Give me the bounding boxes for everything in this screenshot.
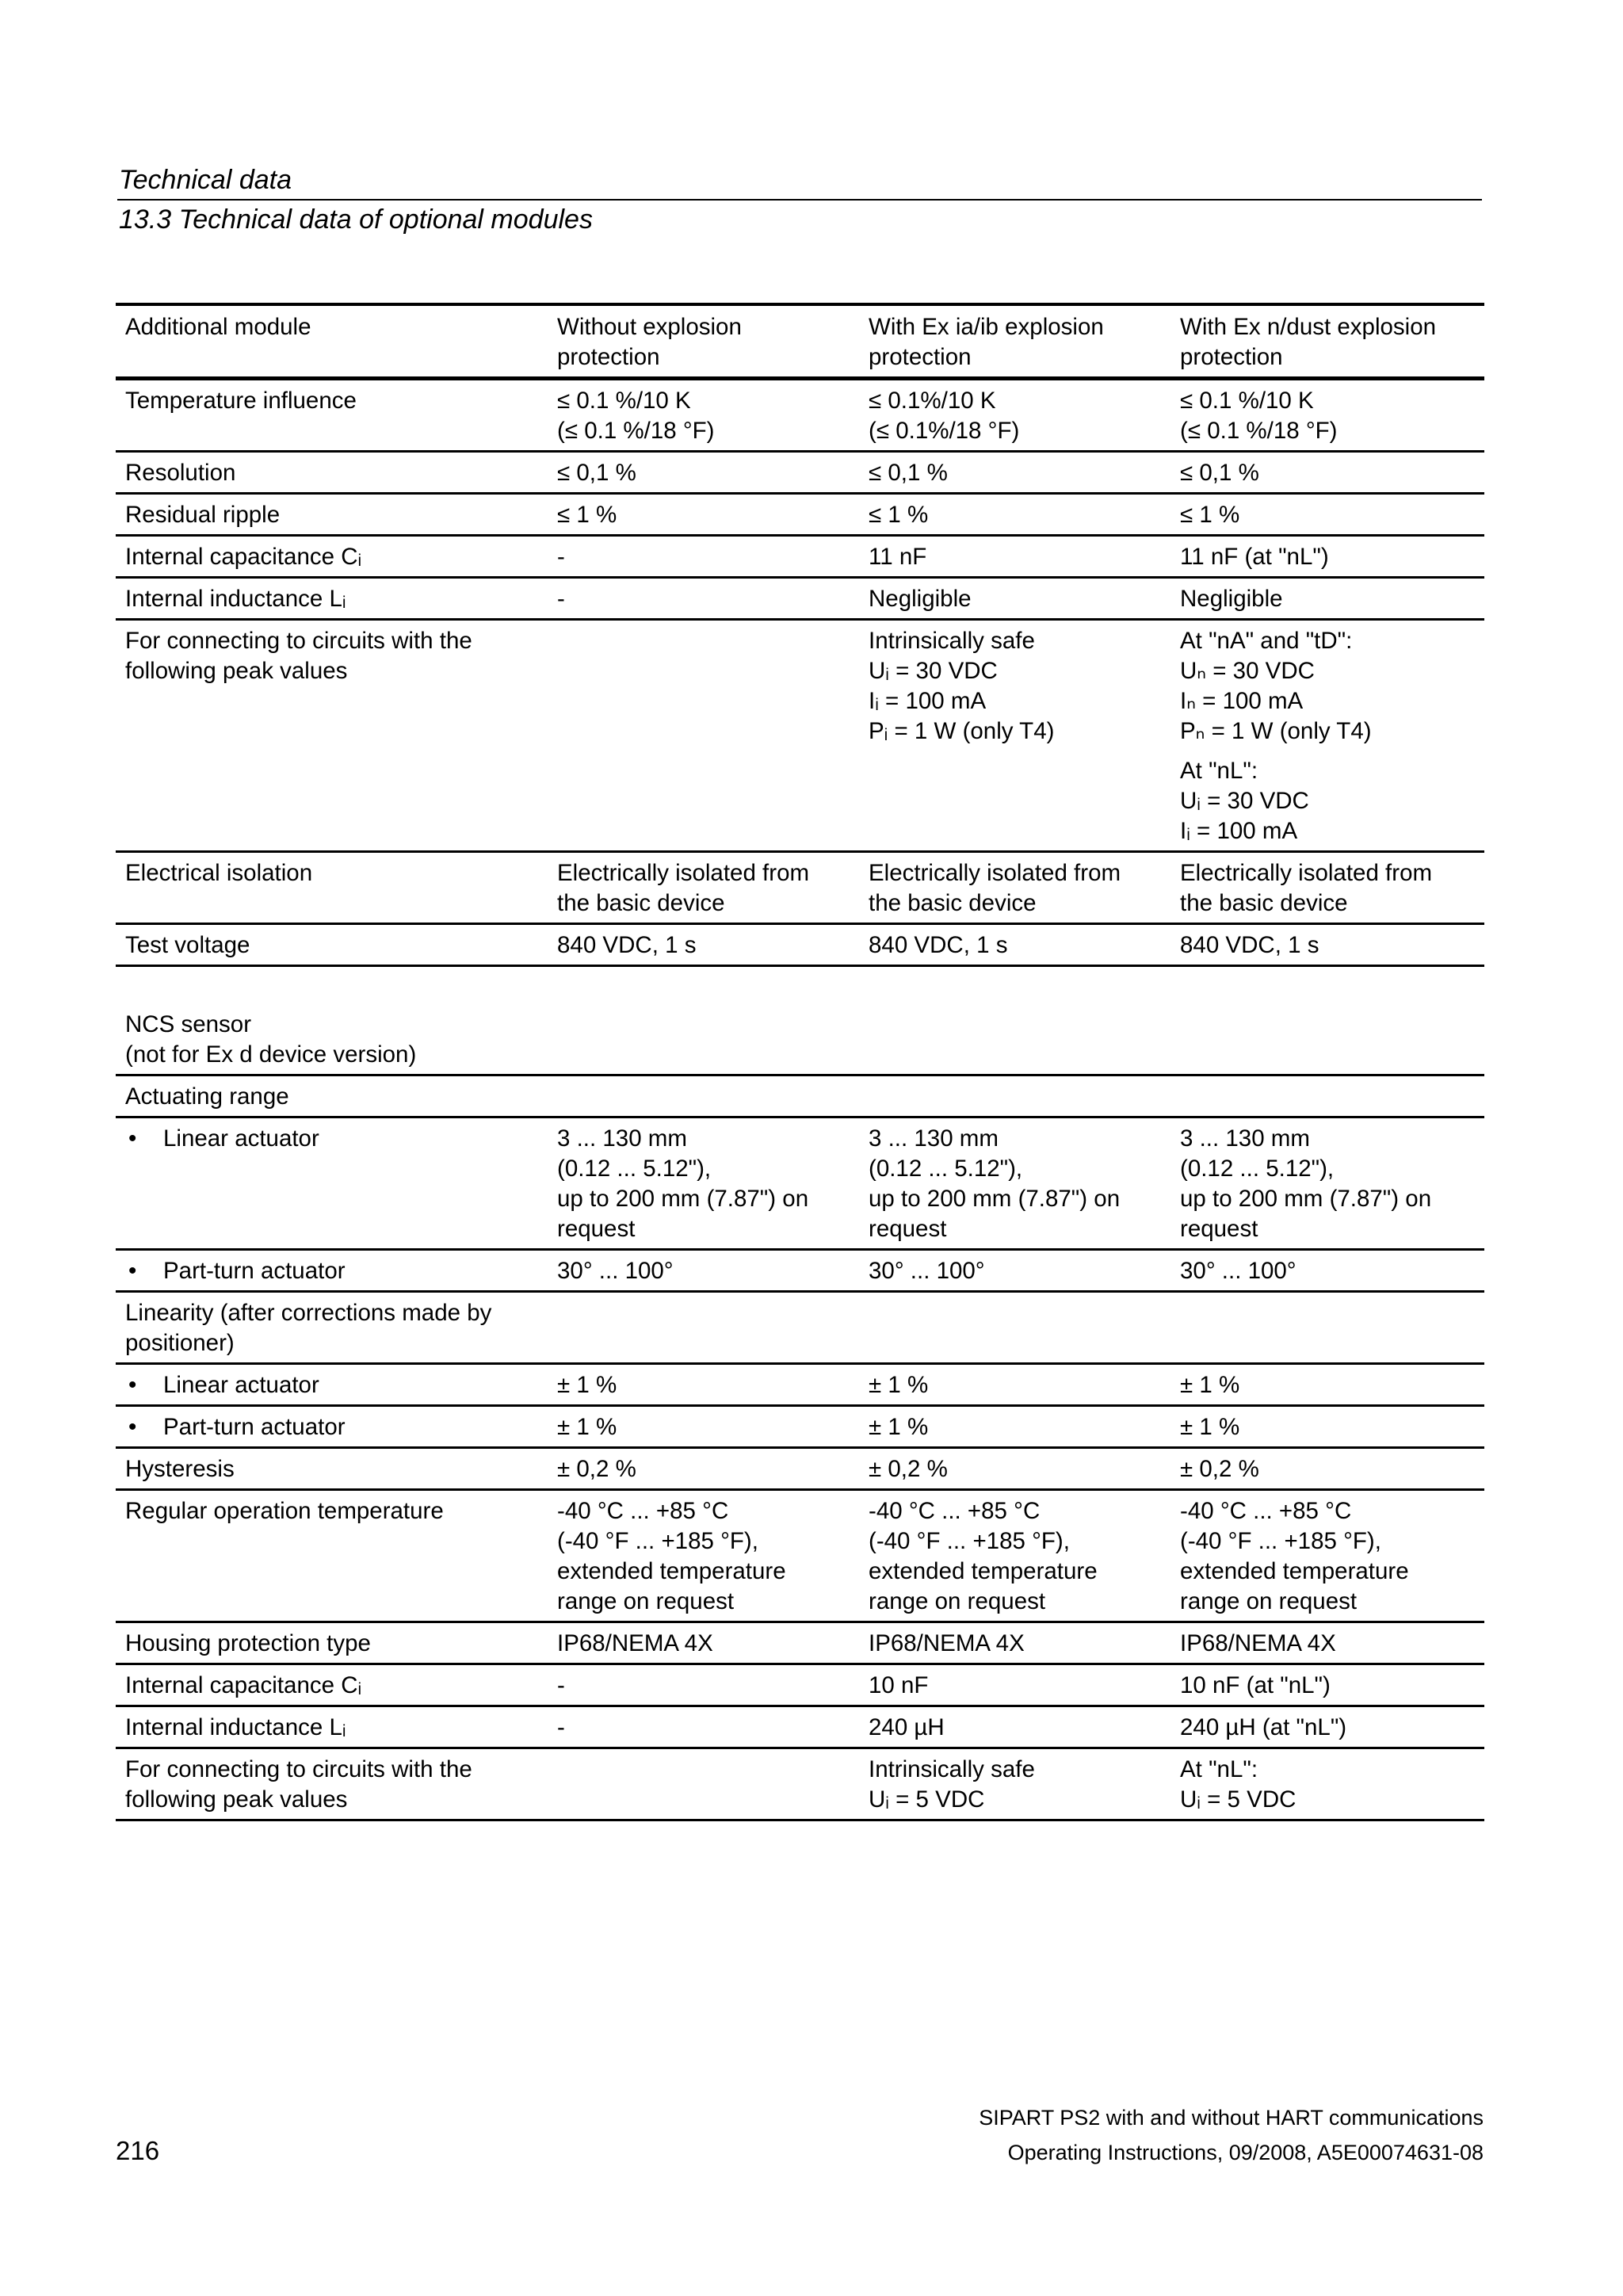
value-ex-ia-ib (859, 1117, 1170, 1250)
cell-line: Resolution (125, 460, 236, 486)
cell-line: ≤ 0,1 % (1180, 460, 1259, 486)
value-ex-n-dust (1170, 1075, 1484, 1117)
cell-line: - (557, 586, 565, 612)
header-line: Additional module (125, 314, 311, 340)
value-ex-n-dust (1170, 1117, 1484, 1250)
cell-line: Electrically isolated from (1180, 860, 1433, 886)
cell-line: 840 VDC, 1 s (869, 932, 1008, 958)
cell-line: (0.12 ... 5.12"), (557, 1156, 712, 1182)
cell-line: • Linear actuator (163, 1372, 319, 1398)
cell-line: positioner) (125, 1330, 235, 1356)
row-label (116, 1292, 548, 1364)
value-no-ex (548, 1250, 859, 1292)
value-ex-n-dust (1170, 1748, 1484, 1820)
row-label (116, 1748, 548, 1820)
cell-line: request (1180, 1216, 1258, 1242)
cell-line: ≤ 1 % (869, 502, 929, 528)
value-no-ex (548, 1622, 859, 1664)
cell-line: - (557, 1672, 565, 1698)
cell-line: ≤ 0.1 %/10 K (557, 388, 691, 414)
row-label (116, 1706, 548, 1748)
cell-line: range on request (1180, 1588, 1358, 1614)
cell-line: For connecting to circuits with the (125, 1756, 472, 1782)
table-row (116, 1075, 1484, 1117)
row-label (116, 852, 548, 924)
value-ex-ia-ib (859, 1664, 1170, 1706)
row-label (116, 494, 548, 536)
row-label (116, 1075, 548, 1117)
cell-line: Internal capacitance Cᵢ (125, 544, 362, 570)
cell-line: 3 ... 130 mm (557, 1125, 687, 1152)
cell-line: For connecting to circuits with the (125, 628, 472, 654)
cell-line: following peak values (125, 1786, 348, 1813)
row-label (116, 1448, 548, 1490)
table-row (116, 1490, 1484, 1622)
cell-line: Internal inductance Lᵢ (125, 586, 346, 612)
cell-line: (0.12 ... 5.12"), (869, 1156, 1023, 1182)
value-ex-ia-ib (859, 1622, 1170, 1664)
bullet-item (125, 1256, 540, 1286)
value-ex-ia-ib (859, 852, 1170, 924)
cell-line: request (869, 1216, 947, 1242)
cell-line: ≤ 0.1 %/10 K (1180, 388, 1314, 414)
row-label (116, 1490, 548, 1622)
bullet-item (125, 1412, 540, 1442)
value-ex-ia-ib (859, 1292, 1170, 1364)
cell-line: Actuating range (125, 1083, 289, 1110)
cell-line: - (557, 1714, 565, 1740)
value-ex-ia-ib (859, 578, 1170, 620)
cell-line: (0.12 ... 5.12"), (1180, 1156, 1335, 1182)
value-no-ex (548, 1364, 859, 1406)
table-row (116, 852, 1484, 924)
table-row (116, 379, 1484, 452)
table-row (116, 1748, 1484, 1820)
cell-line: 10 nF (at "nL") (1180, 1672, 1331, 1698)
table-row (116, 578, 1484, 620)
cell-line: Iₙ = 100 mA (1180, 688, 1304, 714)
cell-line: Electrical isolation (125, 860, 313, 886)
cell-line: Electrically isolated from (869, 860, 1121, 886)
table-row (116, 536, 1484, 578)
table-row (116, 1292, 1484, 1364)
cell-line: extended temperature (557, 1558, 786, 1584)
chapter-title: Technical data (119, 165, 292, 195)
value-ex-ia-ib (859, 1706, 1170, 1748)
cell-line: Intrinsically safe (869, 1756, 1035, 1782)
footer-info (979, 2100, 1484, 2170)
value-ex-ia-ib (859, 494, 1170, 536)
cell-line: IP68/NEMA 4X (557, 1630, 713, 1656)
value-ex-ia-ib (859, 924, 1170, 966)
cell-line: ± 1 % (557, 1414, 617, 1440)
cell-line: ≤ 1 % (1180, 502, 1240, 528)
cell-line: Hysteresis (125, 1456, 235, 1482)
value-ex-n-dust (1170, 1622, 1484, 1664)
table-row (116, 1364, 1484, 1406)
cell-line: Internal capacitance Cᵢ (125, 1672, 362, 1698)
value-ex-n-dust (1170, 620, 1484, 852)
cell-line: (≤ 0.1 %/18 °F) (1180, 418, 1338, 444)
row-label (116, 379, 548, 452)
cell-line: ± 0,2 % (869, 1456, 948, 1482)
cell-line: ± 0,2 % (1180, 1456, 1259, 1482)
column-header (116, 304, 548, 379)
technical-data-table (116, 303, 1484, 1821)
value-no-ex (548, 1706, 859, 1748)
cell-line: 840 VDC, 1 s (557, 932, 697, 958)
cell-line: 30° ... 100° (869, 1258, 985, 1284)
value-ex-n-dust (1170, 379, 1484, 452)
value-ex-ia-ib (859, 379, 1170, 452)
value-ex-n-dust (1170, 452, 1484, 494)
cell-line: ≤ 0.1%/10 K (869, 388, 996, 414)
cell-line: request (557, 1216, 636, 1242)
value-no-ex (548, 1748, 859, 1820)
cell-line: 3 ... 130 mm (1180, 1125, 1310, 1152)
value-ex-ia-ib (859, 1075, 1170, 1117)
value-ex-ia-ib (859, 536, 1170, 578)
value-no-ex (548, 1490, 859, 1622)
cell-line: Internal inductance Lᵢ (125, 1714, 346, 1740)
row-label (116, 536, 548, 578)
cell-line: Negligible (869, 586, 972, 612)
cell-line: - (557, 544, 565, 570)
cell-line: • Linear actuator (163, 1125, 319, 1152)
bullet-item (125, 1370, 540, 1400)
header-line: With Ex n/dust explosion (1180, 314, 1437, 340)
row-label (116, 1622, 548, 1664)
row-label (116, 578, 548, 620)
cell-line: -40 °C ... +85 °C (557, 1498, 729, 1524)
page-header (117, 161, 1482, 239)
table-row (116, 620, 1484, 852)
header-line: Without explosion (557, 314, 742, 340)
value-ex-n-dust (1170, 1448, 1484, 1490)
cell-line: Electrically isolated from (557, 860, 810, 886)
cell-line: Uᵢ = 5 VDC (1180, 1786, 1296, 1813)
value-no-ex (548, 1075, 859, 1117)
footer-doc: Operating Instructions, 09/2008, A5E00074631-08 (1007, 2141, 1484, 2164)
value-ex-n-dust (1170, 494, 1484, 536)
cell-line: 240 µH (869, 1714, 945, 1740)
cell-line: At "nL": (1180, 1756, 1258, 1782)
cell-line: Test voltage (125, 932, 250, 958)
header-line: protection (869, 344, 972, 370)
header-line: With Ex ia/ib explosion (869, 314, 1104, 340)
value-no-ex (548, 924, 859, 966)
row-label (116, 1364, 548, 1406)
value-ex-n-dust (1170, 1292, 1484, 1364)
cell-line: Uₙ = 30 VDC (1180, 658, 1315, 684)
cell-line: range on request (557, 1588, 735, 1614)
row-label (116, 452, 548, 494)
cell-line: 30° ... 100° (1180, 1258, 1296, 1284)
column-header (1170, 304, 1484, 379)
cell-line: following peak values (125, 658, 348, 684)
cell-line: -40 °C ... +85 °C (1180, 1498, 1352, 1524)
cell-line: extended temperature (1180, 1558, 1409, 1584)
cell-line: Regular operation temperature (125, 1498, 444, 1524)
value-no-ex (548, 578, 859, 620)
table-row (116, 1448, 1484, 1490)
value-no-ex (548, 452, 859, 494)
cell-line: ± 1 % (1180, 1372, 1240, 1398)
cell-line: IP68/NEMA 4X (869, 1630, 1025, 1656)
table-row (116, 924, 1484, 966)
table-row (116, 1406, 1484, 1448)
header-line: protection (1180, 344, 1283, 370)
value-no-ex (548, 1117, 859, 1250)
column-header (859, 304, 1170, 379)
value-ex-n-dust (1170, 1406, 1484, 1448)
header-line: protection (557, 344, 660, 370)
cell-line: At "nL": (1180, 758, 1258, 784)
value-ex-n-dust (1170, 1706, 1484, 1748)
cell-line: (≤ 0.1 %/18 °F) (557, 418, 715, 444)
value-ex-n-dust (1170, 578, 1484, 620)
cell-line: ± 1 % (557, 1372, 617, 1398)
bullet-item (125, 1124, 540, 1154)
cell-line: • Part-turn actuator (163, 1414, 346, 1440)
cell-line: 3 ... 130 mm (869, 1125, 999, 1152)
cell-line: 11 nF (869, 544, 927, 570)
table-row (116, 452, 1484, 494)
cell-line: 840 VDC, 1 s (1180, 932, 1319, 958)
cell-line: Linearity (after corrections made by (125, 1300, 492, 1326)
cell-line: • Part-turn actuator (163, 1258, 346, 1284)
cell-line: -40 °C ... +85 °C (869, 1498, 1041, 1524)
ncs-section-title (116, 966, 1484, 1075)
value-ex-ia-ib (859, 1406, 1170, 1448)
cell-line: (-40 °F ... +185 °F), (1180, 1528, 1381, 1554)
ncs-note: (not for Ex d device version) (125, 1041, 417, 1068)
sub-block (1180, 756, 1476, 846)
value-ex-n-dust (1170, 536, 1484, 578)
cell-line: (-40 °F ... +185 °F), (869, 1528, 1070, 1554)
row-label (116, 1664, 548, 1706)
value-no-ex (548, 1292, 859, 1364)
value-ex-n-dust (1170, 1364, 1484, 1406)
value-ex-n-dust (1170, 1664, 1484, 1706)
cell-line: Pᵢ = 1 W (only T4) (869, 718, 1055, 744)
value-ex-ia-ib (859, 1364, 1170, 1406)
cell-line: At "nA" and "tD": (1180, 628, 1353, 654)
table-row (116, 1706, 1484, 1748)
cell-line: extended temperature (869, 1558, 1098, 1584)
cell-line: ± 1 % (869, 1372, 929, 1398)
table-row (116, 1117, 1484, 1250)
cell-line: Uᵢ = 30 VDC (1180, 788, 1309, 814)
row-label (116, 1117, 548, 1250)
cell-line: 10 nF (869, 1672, 929, 1698)
column-header (548, 304, 859, 379)
cell-line: ± 0,2 % (557, 1456, 636, 1482)
row-label (116, 620, 548, 852)
value-no-ex (548, 1406, 859, 1448)
value-ex-n-dust (1170, 1490, 1484, 1622)
table-header-row (116, 304, 1484, 379)
cell-line: 240 µH (at "nL") (1180, 1714, 1347, 1740)
cell-line: Intrinsically safe (869, 628, 1035, 654)
value-no-ex (548, 1448, 859, 1490)
cell-line: Uᵢ = 5 VDC (869, 1786, 985, 1813)
cell-line: ≤ 1 % (557, 502, 617, 528)
value-no-ex (548, 494, 859, 536)
cell-line: 11 nF (at "nL") (1180, 544, 1329, 570)
cell-line: range on request (869, 1588, 1046, 1614)
cell-line: Uᵢ = 30 VDC (869, 658, 998, 684)
value-no-ex (548, 536, 859, 578)
value-ex-n-dust (1170, 924, 1484, 966)
cell-line: Iᵢ = 100 mA (1180, 818, 1298, 844)
cell-line: ≤ 0,1 % (869, 460, 948, 486)
cell-line: up to 200 mm (7.87") on (1180, 1186, 1432, 1212)
cell-line: ± 1 % (1180, 1414, 1240, 1440)
table-row (116, 1622, 1484, 1664)
cell-line: ≤ 0,1 % (557, 460, 636, 486)
cell-line: the basic device (1180, 890, 1348, 916)
value-ex-ia-ib (859, 1448, 1170, 1490)
cell-line: Residual ripple (125, 502, 281, 528)
row-label (116, 924, 548, 966)
value-ex-n-dust (1170, 852, 1484, 924)
cell-line: the basic device (869, 890, 1037, 916)
cell-line: Iᵢ = 100 mA (869, 688, 987, 714)
ncs-section-row (116, 966, 1484, 1075)
value-ex-ia-ib (859, 1490, 1170, 1622)
ncs-title: NCS sensor (125, 1011, 252, 1037)
table-row (116, 1664, 1484, 1706)
cell-line: the basic device (557, 890, 725, 916)
row-label (116, 1250, 548, 1292)
cell-line: up to 200 mm (7.87") on (869, 1186, 1121, 1212)
cell-line: (≤ 0.1%/18 °F) (869, 418, 1020, 444)
cell-line: IP68/NEMA 4X (1180, 1630, 1336, 1656)
cell-line: Negligible (1180, 586, 1283, 612)
footer-product: SIPART PS2 with and without HART communications (979, 2106, 1484, 2130)
value-ex-ia-ib (859, 1250, 1170, 1292)
cell-line: ± 1 % (869, 1414, 929, 1440)
cell-line: (-40 °F ... +185 °F), (557, 1528, 758, 1554)
cell-line: 30° ... 100° (557, 1258, 674, 1284)
cell-line: Temperature influence (125, 388, 357, 414)
value-no-ex (548, 852, 859, 924)
value-ex-ia-ib (859, 620, 1170, 852)
cell-line: Pₙ = 1 W (only T4) (1180, 718, 1372, 744)
value-no-ex (548, 620, 859, 852)
cell-line: up to 200 mm (7.87") on (557, 1186, 809, 1212)
section-title: 13.3 Technical data of optional modules (119, 204, 593, 235)
value-ex-ia-ib (859, 1748, 1170, 1820)
table-row (116, 494, 1484, 536)
value-no-ex (548, 379, 859, 452)
value-ex-ia-ib (859, 452, 1170, 494)
value-ex-n-dust (1170, 1250, 1484, 1292)
row-label (116, 1406, 548, 1448)
page-number: 216 (116, 2136, 160, 2165)
table-row (116, 1250, 1484, 1292)
cell-line: Housing protection type (125, 1630, 371, 1656)
value-no-ex (548, 1664, 859, 1706)
